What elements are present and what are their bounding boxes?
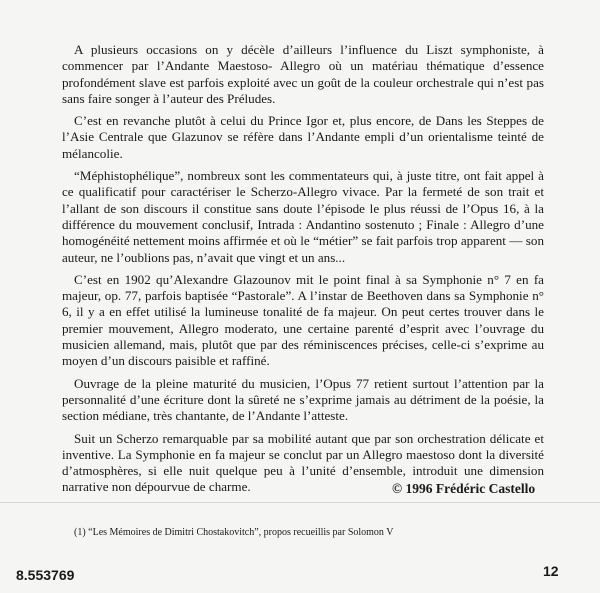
paragraph-2: C’est en revanche plutôt à celui du Prince Igor et, plus encore, de Dans les Steppes de l’Asie Centrale que Glazunov se réfère dans l’Andante empli d’un orientalisme teinté de mélancolie. — [62, 113, 544, 161]
catalog-number: 8.553769 — [16, 567, 75, 583]
paragraph-5: Ouvrage de la pleine maturité du musicien, l’Opus 77 retient surtout l’attention par la personnalité d’une écriture dont la sûreté ne s’exprime jamais au détriment de la poésie, la section médiane, très chantante, de l’Andante l’atteste. — [62, 375, 544, 424]
page-number: 12 — [543, 563, 559, 579]
paragraph-1: A plusieurs occasions on y décèle d’ailleurs l’influence du Liszt symphoniste, à commencer par l’Andante Maestoso- Allegro où un matériau thématique d’essence profondément slave est parfois exploité avec un goût de la couleur orchestrale qui n’est pas sans faire songer à l’auteur des Préludes. — [62, 42, 544, 106]
body-text — [62, 42, 544, 502]
paragraph-4: C’est en 1902 qu’Alexandre Glazounov mit le point final à sa Symphonie n° 7 en fa majeur, op. 77, parfois baptisée “Pastorale”. A l’instar de Beethoven dans sa Symphonie n° 6, il y a en effet utilisé la lumineuse tonalité de fa majeur. On peut certes trouver dans le premier mouvement, Allegro moderato, une certaine parenté d’esprit avec l’ouvrage du musicien allemand, mais, plutôt que par des réminiscences précises, celle-ci s’exprime au moyen d’un discours paisible et raffiné. — [62, 271, 544, 369]
paragraph-3: “Méphistophélique”, nombreux sont les commentateurs qui, à juste titre, ont fait appel à ce qualificatif pour caractériser le Scherzo-Allegro vivace. Par la fermeté de son trait et l’allant de son discours il constitue sans doute l’épisode le plus réussi de l’Opus 16, à la différence du mouvement conclusif, Intrada : Andantino sostenuto ; Finale : Allegro d’une homogénéité nettement moins affirmée et où le “métier” se fait parfois trop apparent — son auteur, ne l’oublions pas, n’avait que vingt et un ans... — [62, 168, 544, 265]
paragraph-6: Suit un Scherzo remarquable par sa mobilité autant que par son orchestration délicate et inventive. La Symphonie en fa majeur se conclut par un Allegro maestoso dont la diversité d’atmosphères, si elle nuit quelque peu à l’unité d’ensemble, introduit une dimension narrative non dépourvue de charme. — [62, 430, 544, 495]
copyright-credit: © 1996 Frédéric Castello — [392, 481, 536, 496]
footnote: (1) “Les Mémoires de Dimitri Chostakovitch”, propos recueillis par Solomon V — [74, 527, 394, 538]
divider — [0, 502, 600, 503]
